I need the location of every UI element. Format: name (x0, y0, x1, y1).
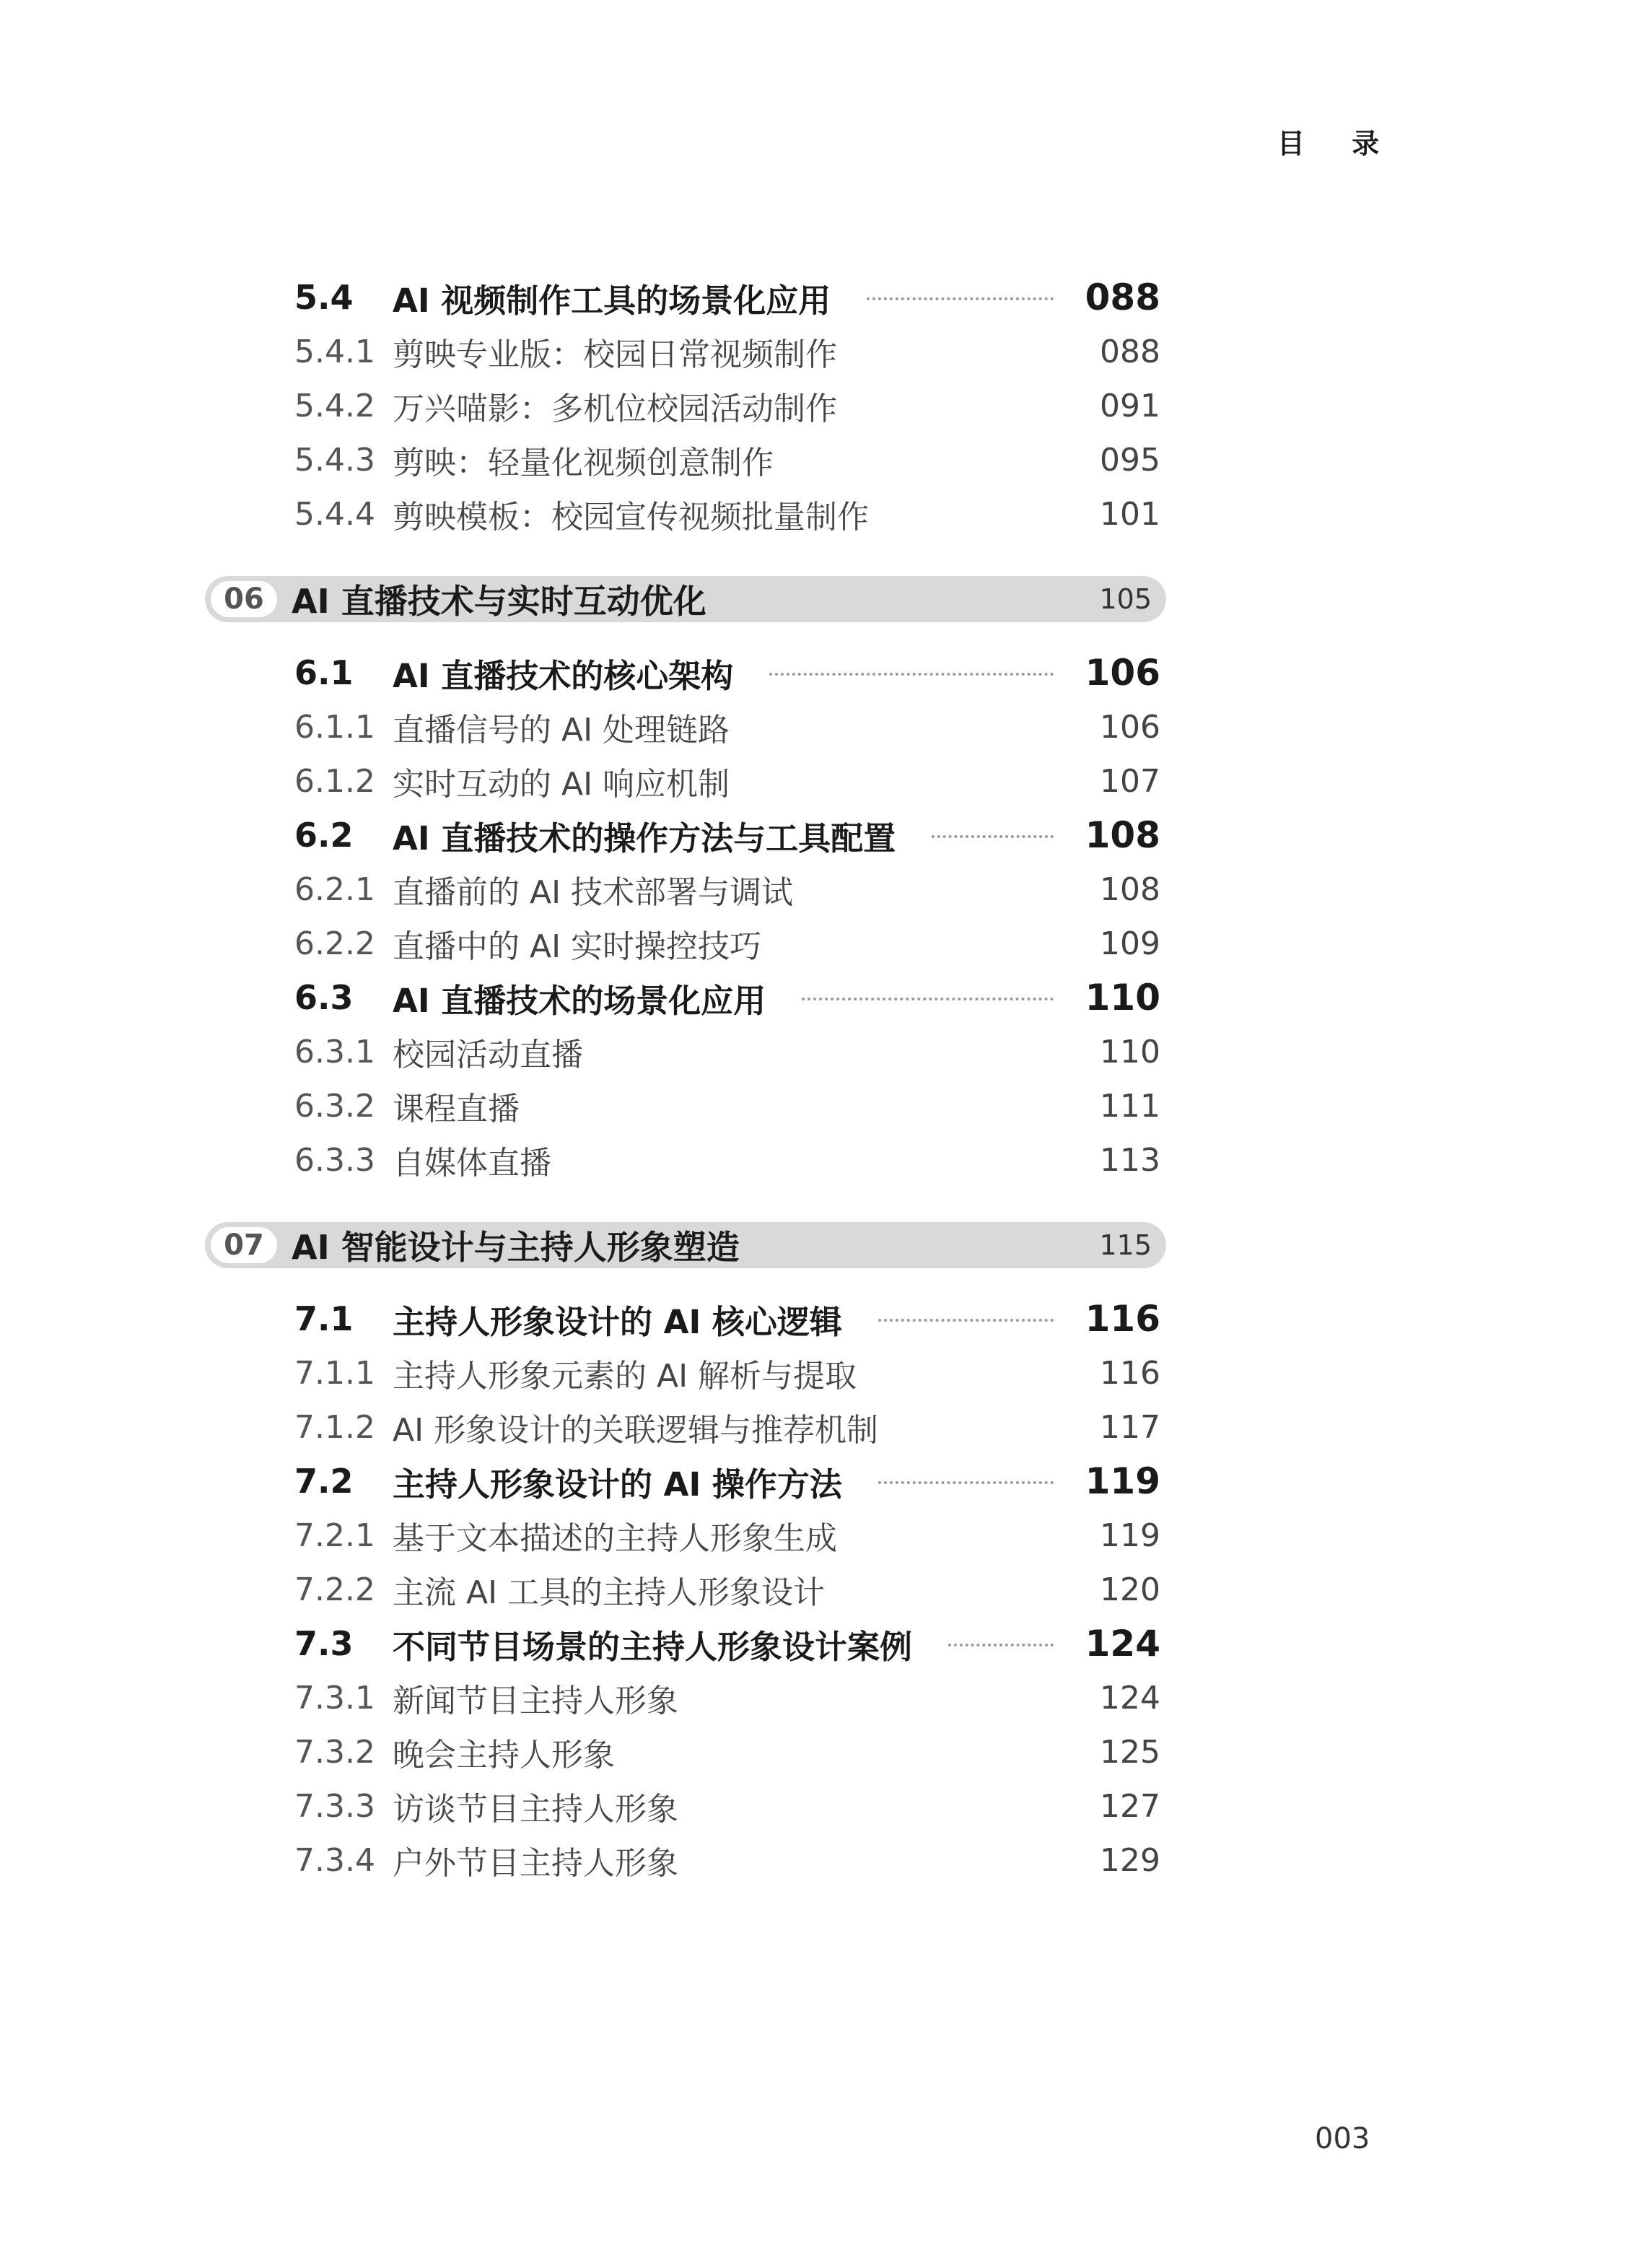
chapter-title: AI 智能设计与主持人形象塑造 (292, 1228, 740, 1267)
subsection-page: 111 (1100, 1087, 1160, 1125)
section-number: 7.1 (294, 1299, 354, 1338)
subsection-title: 户外节目主持人形象 (393, 1845, 678, 1882)
section-title: 不同节目场景的主持人形象设计案例 (393, 1627, 913, 1666)
subsection-page: 117 (1100, 1408, 1160, 1446)
subsection-page: 129 (1100, 1841, 1160, 1879)
toc-subsection-7-3-3[interactable] (294, 1784, 1160, 1828)
section-page: 124 (1085, 1623, 1160, 1665)
subsection-number: 7.3.2 (294, 1733, 375, 1771)
section-page: 116 (1085, 1298, 1160, 1340)
subsection-number: 6.3.1 (294, 1033, 375, 1070)
section-page: 110 (1085, 977, 1160, 1019)
toc-chapter-06[interactable] (205, 576, 1166, 622)
toc-subsection-7-1-1[interactable] (294, 1351, 1160, 1395)
toc-chapter-07[interactable] (205, 1222, 1166, 1268)
toc-section-7-3[interactable] (294, 1622, 1160, 1665)
dot-leader (932, 835, 1053, 838)
section-title: 主持人形象设计的 AI 核心逻辑 (393, 1302, 842, 1341)
subsection-title: 直播中的 AI 实时操控技巧 (393, 928, 762, 965)
subsection-title: 万兴喵影：多机位校园活动制作 (393, 391, 837, 427)
subsection-title: 剪映：轻量化视频创意制作 (393, 445, 774, 481)
toc-section-6-1[interactable] (294, 651, 1160, 694)
subsection-page: 106 (1100, 708, 1160, 746)
subsection-page: 116 (1100, 1354, 1160, 1392)
subsection-title: 主流 AI 工具的主持人形象设计 (393, 1574, 826, 1611)
subsection-number: 7.3.4 (294, 1841, 375, 1879)
toc-section-5-4[interactable] (294, 276, 1160, 319)
subsection-number: 7.2.2 (294, 1571, 375, 1608)
toc-subsection-7-2-2[interactable] (294, 1568, 1160, 1611)
subsection-number: 5.4.3 (294, 441, 375, 479)
section-title: AI 视频制作工具的场景化应用 (393, 281, 831, 320)
dot-leader (867, 297, 1053, 300)
subsection-title: 新闻节目主持人形象 (393, 1683, 678, 1719)
subsection-page: 101 (1100, 495, 1160, 533)
chapter-page: 115 (1099, 1229, 1152, 1261)
dot-leader (878, 1319, 1054, 1322)
toc-section-6-2[interactable] (294, 814, 1160, 857)
dot-leader (948, 1644, 1054, 1647)
subsection-page: 120 (1100, 1571, 1160, 1608)
toc-subsection-7-3-2[interactable] (294, 1730, 1160, 1774)
toc-subsection-5-4-2[interactable] (294, 384, 1160, 427)
toc-subsection-6-2-1[interactable] (294, 868, 1160, 911)
toc-subsection-5-4-4[interactable] (294, 492, 1160, 536)
subsection-title: 基于文本描述的主持人形象生成 (393, 1520, 837, 1557)
dot-leader (802, 998, 1053, 1000)
section-title: AI 直播技术的操作方法与工具配置 (393, 819, 896, 858)
subsection-number: 5.4.4 (294, 495, 375, 533)
subsection-page: 110 (1100, 1033, 1160, 1070)
section-title: AI 直播技术的核心架构 (393, 656, 734, 695)
subsection-title: 直播前的 AI 技术部署与调试 (393, 874, 794, 911)
toc-subsection-7-3-4[interactable] (294, 1839, 1160, 1882)
toc-subsection-7-1-2[interactable] (294, 1405, 1160, 1449)
section-title: AI 直播技术的场景化应用 (393, 981, 766, 1020)
subsection-title: 剪映专业版：校园日常视频制作 (393, 336, 837, 373)
subsection-title: 直播信号的 AI 处理链路 (393, 712, 730, 749)
subsection-title: 主持人形象元素的 AI 解析与提取 (393, 1358, 857, 1395)
subsection-number: 6.1.2 (294, 762, 375, 800)
toc-subsection-7-3-1[interactable] (294, 1676, 1160, 1719)
subsection-number: 7.3.3 (294, 1787, 375, 1825)
subsection-page: 125 (1100, 1733, 1160, 1771)
subsection-title: AI 形象设计的关联逻辑与推荐机制 (393, 1412, 879, 1449)
section-page: 108 (1085, 814, 1160, 856)
subsection-page: 091 (1100, 387, 1160, 424)
subsection-number: 6.2.1 (294, 871, 375, 908)
chapter-page: 105 (1099, 583, 1152, 615)
subsection-number: 7.2.1 (294, 1517, 375, 1554)
subsection-page: 095 (1100, 441, 1160, 479)
subsection-number: 6.3.3 (294, 1141, 375, 1179)
section-page: 119 (1085, 1460, 1160, 1502)
subsection-title: 晚会主持人形象 (393, 1737, 615, 1774)
subsection-page: 088 (1100, 333, 1160, 370)
chapter-title: AI 直播技术与实时互动优化 (292, 582, 706, 621)
subsection-title: 课程直播 (393, 1091, 520, 1128)
toc-section-7-1[interactable] (294, 1297, 1160, 1340)
dot-leader (769, 673, 1053, 676)
subsection-page: 108 (1100, 871, 1160, 908)
subsection-page: 109 (1100, 925, 1160, 962)
section-page: 088 (1085, 276, 1160, 318)
toc-subsection-5-4-1[interactable] (294, 330, 1160, 373)
subsection-number: 7.1.1 (294, 1354, 375, 1392)
toc-subsection-6-3-1[interactable] (294, 1030, 1160, 1073)
toc-section-7-2[interactable] (294, 1460, 1160, 1503)
section-title: 主持人形象设计的 AI 操作方法 (393, 1465, 842, 1504)
page-header: 目 录 (1277, 128, 1399, 160)
subsection-number: 7.1.2 (294, 1408, 375, 1446)
toc-subsection-6-3-3[interactable] (294, 1138, 1160, 1182)
toc-subsection-6-2-2[interactable] (294, 922, 1160, 965)
chapter-number-badge: 07 (211, 1227, 277, 1263)
section-page: 106 (1085, 652, 1160, 694)
toc-subsection-5-4-3[interactable] (294, 438, 1160, 481)
section-number: 7.2 (294, 1462, 354, 1501)
page-number: 003 (1315, 2122, 1370, 2155)
subsection-number: 7.3.1 (294, 1679, 375, 1717)
subsection-number: 5.4.1 (294, 333, 375, 370)
section-number: 5.4 (294, 278, 354, 317)
section-number: 6.3 (294, 978, 354, 1017)
subsection-page: 127 (1100, 1787, 1160, 1825)
subsection-title: 剪映模板：校园宣传视频批量制作 (393, 499, 869, 536)
subsection-title: 实时互动的 AI 响应机制 (393, 766, 730, 803)
chapter-number-badge: 06 (211, 581, 277, 617)
toc-subsection-6-3-2[interactable] (294, 1084, 1160, 1128)
section-number: 6.2 (294, 816, 354, 855)
subsection-number: 6.3.2 (294, 1087, 375, 1125)
toc-section-6-3[interactable] (294, 976, 1160, 1019)
subsection-title: 校园活动直播 (393, 1037, 583, 1073)
subsection-number: 6.1.1 (294, 708, 375, 746)
dot-leader (878, 1481, 1054, 1484)
subsection-page: 124 (1100, 1679, 1160, 1717)
section-number: 7.3 (294, 1624, 354, 1663)
toc-subsection-6-1-2[interactable] (294, 759, 1160, 803)
subsection-page: 107 (1100, 762, 1160, 800)
toc-subsection-6-1-1[interactable] (294, 705, 1160, 749)
subsection-page: 119 (1100, 1517, 1160, 1554)
subsection-title: 自媒体直播 (393, 1145, 551, 1182)
subsection-number: 6.2.2 (294, 925, 375, 962)
toc-subsection-7-2-1[interactable] (294, 1514, 1160, 1557)
subsection-number: 5.4.2 (294, 387, 375, 424)
subsection-title: 访谈节目主持人形象 (393, 1791, 678, 1828)
section-number: 6.1 (294, 653, 354, 692)
subsection-page: 113 (1100, 1141, 1160, 1179)
